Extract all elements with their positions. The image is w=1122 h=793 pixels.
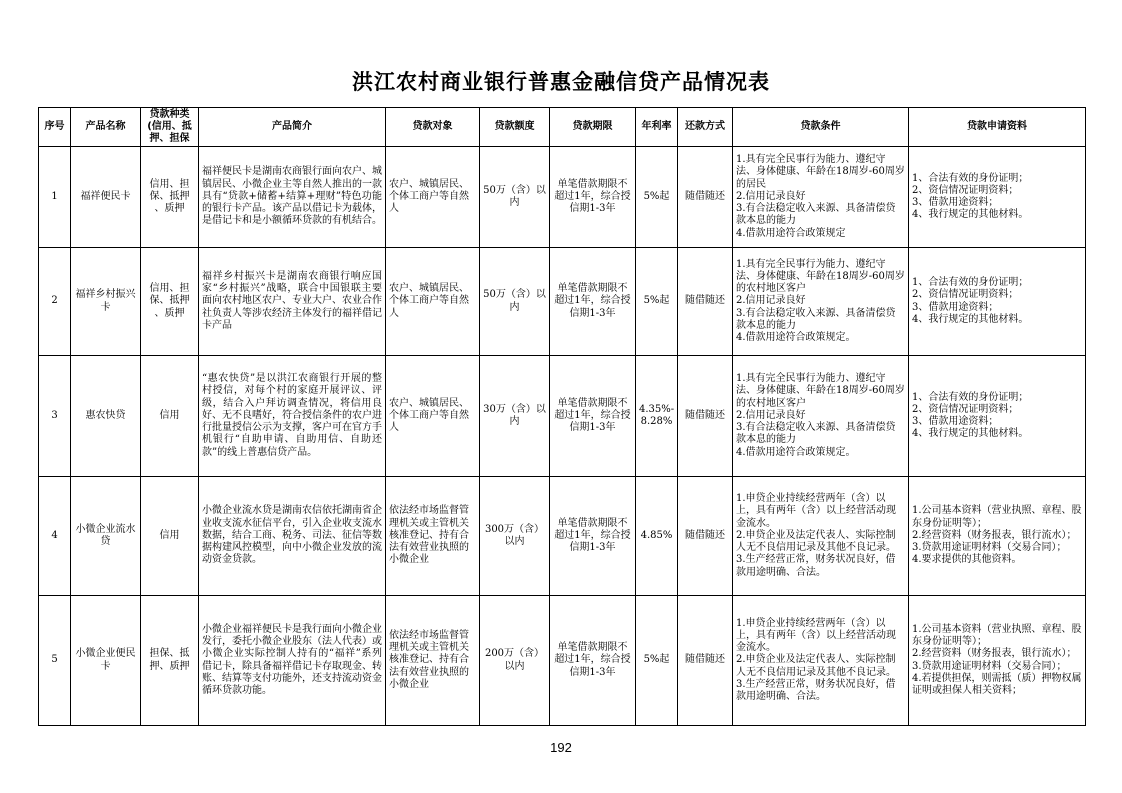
row-materials: 1.公司基本资料（营业执照、章程、股东身份证明等）； 2.经营资料（财务报表，银行流水）； 3.贷款用途证明材料（交易合同）； 4.若提供担保，则需抵（质）押物权属证明或担保人相关资料； [909,596,1086,726]
row-type: 信用 [141,356,199,477]
row-materials: 1、合法有效的身份证明； 2、资信情况证明资料； 3、借款用途资料； 4、我行规定的其他材料。 [909,356,1086,477]
row-term: 单笔借款期限不超过1年，综合授信期1-3年 [550,356,636,477]
row-amount: 200万（含）以内 [480,596,550,726]
row-amount: 300万（含）以内 [480,477,550,596]
row-target: 依法经市场监督管理机关或主管机关核准登记、持有合法有效营业执照的小微企业 [386,477,480,596]
row-name: 小微企业流水贷 [71,477,141,596]
row-rate: 5%起 [636,147,678,248]
header-target: 贷款对象 [386,108,480,147]
row-target: 农户、城镇居民、个体工商户等自然人 [386,356,480,477]
row-no: 4 [39,477,71,596]
header-name: 产品名称 [71,108,141,147]
row-no: 3 [39,356,71,477]
row-name: 福祥便民卡 [71,147,141,248]
row-materials: 1、合法有效的身份证明； 2、资信情况证明资料； 3、借款用途资料； 4、我行规定的其他材料。 [909,248,1086,356]
row-rate: 4.35%- 8.28% [636,356,678,477]
row-repay: 随借随还 [678,147,733,248]
page-number: 192 [550,740,572,755]
header-rate: 年利率 [636,108,678,147]
row-rate: 5%起 [636,248,678,356]
table-row [39,477,1086,596]
row-conditions: 1.具有完全民事行为能力、遵纪守法、身体健康、年龄在18周岁-60周岁的居民 2.信用记录良好 3.有合法稳定收入来源、具备清偿贷款本息的能力 4.借款用途符合政策规定 [733,147,909,248]
row-target: 农户、城镇居民、个体工商户等自然人 [386,248,480,356]
row-amount: 50万（含）以内 [480,147,550,248]
table-row [39,596,1086,726]
row-name: 小微企业便民卡 [71,596,141,726]
header-conditions: 贷款条件 [733,108,909,147]
table-row [39,248,1086,356]
row-term: 单笔借款期限不超过1年，综合授信期1-3年 [550,248,636,356]
row-conditions: 1.申贷企业持续经营两年（含）以上，具有两年（含）以上经营活动现金流水。 2.申贷企业及法定代表人、实际控制人无不良信用记录及其他不良记录。 3.生产经营正常，财务状况良好，借款用途明确、合法。 [733,477,909,596]
row-target: 依法经市场监督管理机关或主管机关核准登记、持有合法有效营业执照的小微企业 [386,596,480,726]
table-row [39,147,1086,248]
loan-products-table [38,107,1086,726]
row-term: 单笔借款期限不超过1年，综合授信期1-3年 [550,477,636,596]
row-target: 农户、城镇居民、个体工商户等自然人 [386,147,480,248]
row-conditions: 1.具有完全民事行为能力、遵纪守法、身体健康、年龄在18周岁-60周岁的农村地区客户 2.信用记录良好 3.有合法稳定收入来源、具备清偿贷款本息的能力 4.借款用途符合政策规定。 [733,248,909,356]
row-rate: 4.85% [636,477,678,596]
row-intro: 小微企业福祥便民卡是我行面向小微企业发行，委托小微企业股东（法人代表）或小微企业实际控制人持有的“福祥”系列借记卡，除具备福祥借记卡存取现金、转账、结算等支付功能外，还支持流动资金循环贷款功能。 [199,596,386,726]
header-type: 贷款种类 (信用、抵 押、担保 [141,108,199,147]
table-header-row [39,108,1086,147]
table-row [39,356,1086,477]
row-repay: 随借随还 [678,248,733,356]
header-amount: 贷款额度 [480,108,550,147]
row-term: 单笔借款期限不超过1年，综合授信期1-3年 [550,147,636,248]
row-type: 信用 [141,477,199,596]
row-conditions: 1.申贷企业持续经营两年（含）以上，具有两年（含）以上经营活动现金流水。 2.申贷企业及法定代表人、实际控制人无不良信用记录及其他不良记录。 3.生产经营正常，财务状况良好，借款用途明确、合法。 [733,596,909,726]
row-repay: 随借随还 [678,596,733,726]
row-materials: 1、合法有效的身份证明； 2、资信情况证明资料； 3、借款用途资料； 4、我行规定的其他材料。 [909,147,1086,248]
row-rate: 5%起 [636,596,678,726]
row-amount: 50万（含）以内 [480,248,550,356]
page-title: 洪江农村商业银行普惠金融信贷产品情况表 [352,69,770,94]
row-amount: 30万（含）以内 [480,356,550,477]
row-intro: 小微企业流水贷是湖南农信依托湖南省企业收支流水征信平台，引入企业收支流水数据，结合工商、税务、司法、征信等数据构建风控模型，向中小微企业发放的流动资金贷款。 [199,477,386,596]
row-type: 担保、抵 押、质押 [141,596,199,726]
header-repay: 还款方式 [678,108,733,147]
row-term: 单笔借款期限不超过1年，综合授信期1-3年 [550,596,636,726]
row-intro: “惠农快贷”是以洪江农商银行开展的整村授信，对每个村的家庭开展评议、评级，结合入户拜访调查情况，将信用良好、无不良嗜好，符合授信条件的农户进行批量授信公示为支撑，客户可在官方手机银行“自助申请、自助用信、自助还款”的线上普惠信贷产品。 [199,356,386,477]
header-no: 序号 [39,108,71,147]
row-no: 2 [39,248,71,356]
row-type: 信用、担 保、抵押 、质押 [141,147,199,248]
row-name: 福祥乡村振兴卡 [71,248,141,356]
header-term: 贷款期限 [550,108,636,147]
row-no: 5 [39,596,71,726]
row-intro: 福祥便民卡是湖南农商银行面向农户、城镇居民、小微企业主等自然人推出的一款具有“贷款+储蓄+结算+理财”特色功能的银行卡产品。该产品以借记卡为载体，是借记卡和是小额循环贷款的有机结合。 [199,147,386,248]
row-conditions: 1.具有完全民事行为能力、遵纪守法、身体健康、年龄在18周岁-60周岁的农村地区客户 2.信用记录良好 3.有合法稳定收入来源、具备清偿贷款本息的能力 4.借款用途符合政策规定。 [733,356,909,477]
row-repay: 随借随还 [678,477,733,596]
row-type: 信用、担 保、抵押 、质押 [141,248,199,356]
row-intro: 福祥乡村振兴卡是湖南农商银行响应国家“乡村振兴”战略，联合中国银联主要面向农村地区农户、专业大户、农业合作社负责人等涉农经济主体发行的福祥借记卡产品 [199,248,386,356]
row-repay: 随借随还 [678,356,733,477]
row-no: 1 [39,147,71,248]
header-intro: 产品简介 [199,108,386,147]
row-name: 惠农快贷 [71,356,141,477]
row-materials: 1.公司基本资料（营业执照、章程、股东身份证明等）； 2.经营资料（财务报表，银行流水）； 3.贷款用途证明材料（交易合同）； 4.要求提供的其他资料。 [909,477,1086,596]
header-materials: 贷款申请资料 [909,108,1086,147]
